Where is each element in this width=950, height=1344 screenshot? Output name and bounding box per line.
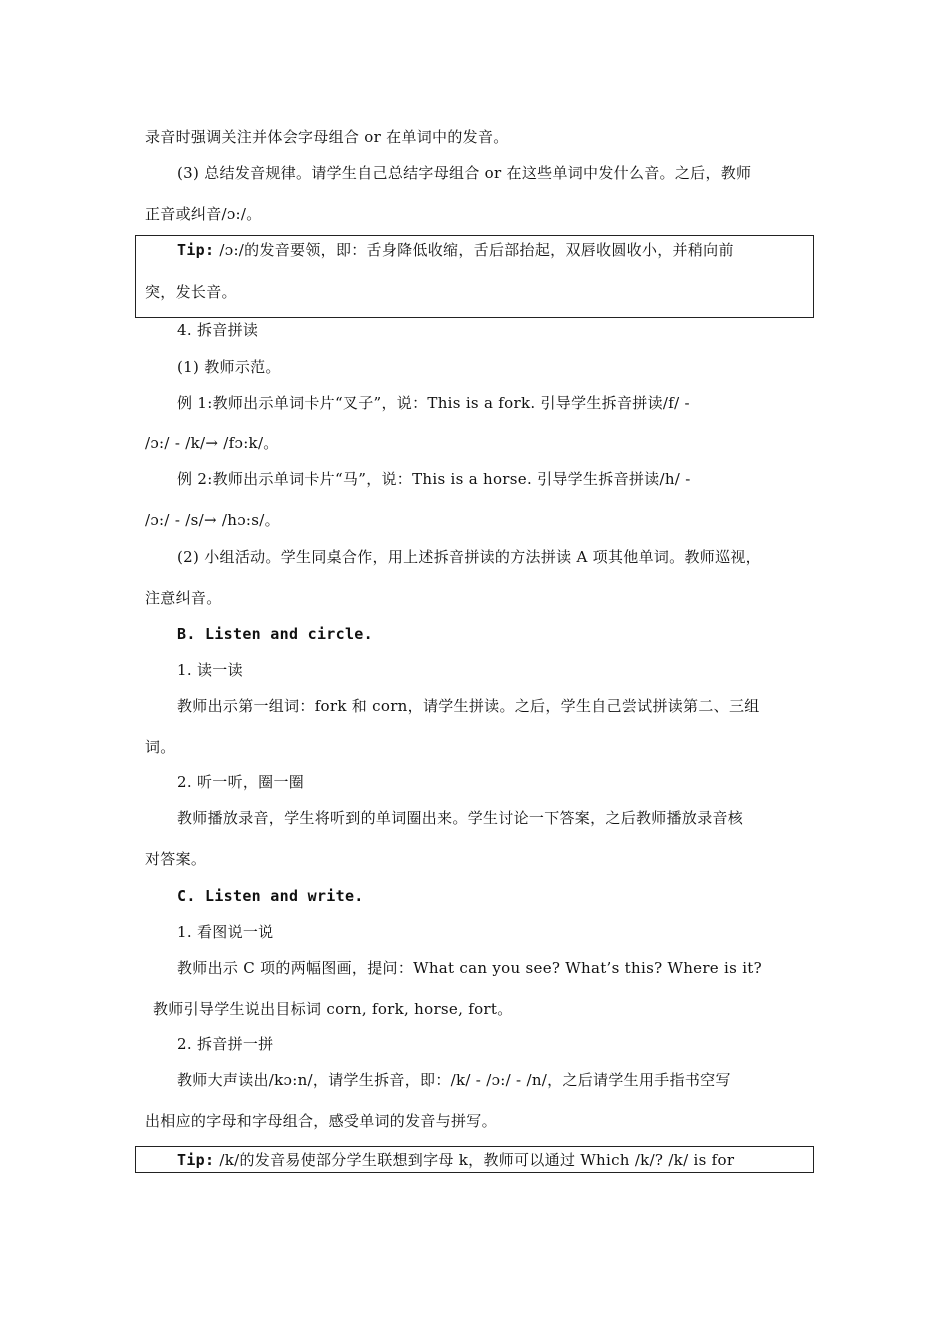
paragraph-line: 正音或纠音/ɔ:/。: [145, 205, 262, 223]
tip-line: 突，发长音。: [145, 283, 237, 301]
paragraph-line: 例 1:教师出示单词卡片“叉子”，说：This is a fork. 引导学生拆音拼读/f/ -: [177, 394, 690, 412]
tip-line: [177, 240, 734, 260]
paragraph-line: 注意纠音。: [145, 589, 222, 607]
paragraph-line: /ɔ:/ - /s/→ /hɔ:s/。: [145, 511, 280, 529]
paragraph-line: 教师播放录音，学生将听到的单词圈出来。学生讨论一下答案，之后教师播放录音核: [177, 809, 744, 827]
tip-text: /ɔ:/的发音要领，即：舌身降低收缩，舌后部抬起，双唇收圆收小，并稍向前: [214, 241, 734, 259]
paragraph-line: 对答案。: [145, 850, 207, 868]
tip-box: [135, 235, 814, 318]
paragraph-line: (2) 小组活动。学生同桌合作，用上述拆音拼读的方法拼读 A 项其他单词。教师巡视，: [177, 548, 761, 566]
paragraph-line: 例 2:教师出示单词卡片“马”，说：This is a horse. 引导学生拆音拼读/h/ -: [177, 470, 691, 488]
section-heading: 4. 拆音拼读: [177, 321, 259, 339]
section-heading: 2. 拆音拼一拼: [177, 1035, 274, 1053]
section-heading: 1. 看图说一说: [177, 923, 274, 941]
tip-text: /k/的发音易使部分学生联想到字母 k，教师可以通过 Which /k/? /k/ is for: [214, 1151, 735, 1169]
tip-line: [177, 1150, 734, 1170]
paragraph-line: 录音时强调关注并体会字母组合 or 在单词中的发音。: [145, 128, 509, 146]
section-heading: 2. 听一听，圈一圈: [177, 773, 305, 791]
tip-label: Tip:: [177, 1151, 215, 1169]
paragraph-line: (3) 总结发音规律。请学生自己总结字母组合 or 在这些单词中发什么音。之后，教师: [177, 164, 752, 182]
paragraph-line: (1) 教师示范。: [177, 358, 281, 376]
tip-box: [135, 1146, 814, 1173]
paragraph-line: 词。: [145, 738, 176, 756]
paragraph-line: 教师引导学生说出目标词 corn, fork, horse, fort。: [153, 1000, 513, 1018]
paragraph-line: /ɔ:/ - /k/→ /fɔ:k/。: [145, 434, 279, 452]
section-heading: C. Listen and write.: [177, 887, 364, 905]
paragraph-line: 出相应的字母和字母组合，感受单词的发音与拼写。: [145, 1112, 497, 1130]
paragraph-line: 教师大声读出/kɔ:n/，请学生拆音，即：/k/ - /ɔ:/ - /n/，之后请学生用手指书空写: [177, 1071, 731, 1089]
section-heading: B. Listen and circle.: [177, 625, 373, 643]
paragraph-line: 教师出示 C 项的两幅图画，提问：What can you see? What’s this? Where is it?: [177, 959, 762, 977]
section-heading: 1. 读一读: [177, 661, 243, 679]
paragraph-line: 教师出示第一组词：fork 和 corn，请学生拼读。之后，学生自己尝试拼读第二、三组: [177, 697, 760, 715]
tip-label: Tip:: [177, 241, 215, 259]
